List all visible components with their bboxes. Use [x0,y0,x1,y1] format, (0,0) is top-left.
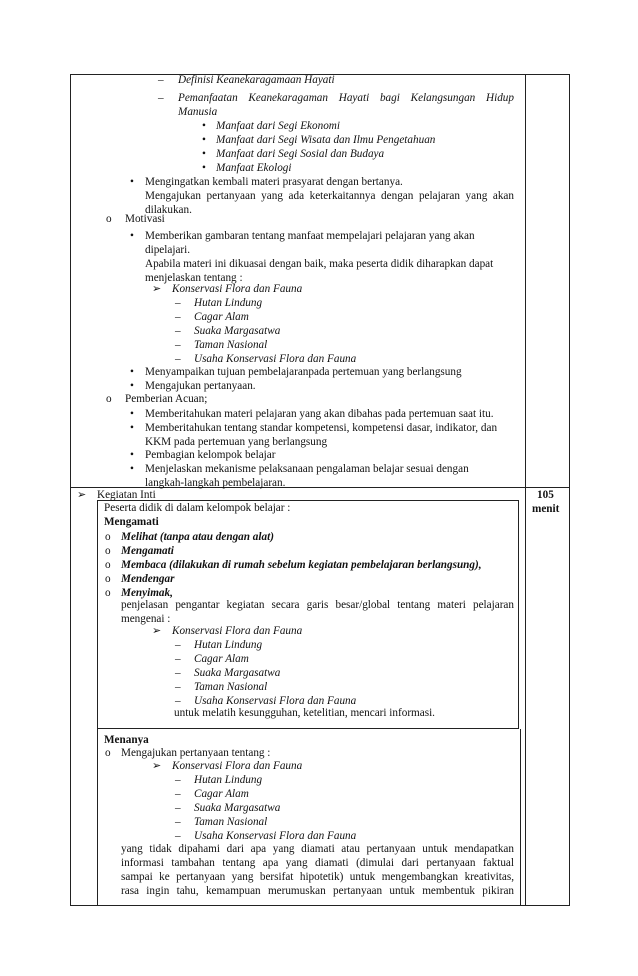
arrow-bullet-icon: ➢ [152,625,162,637]
list-item: Hutan Lindung [194,774,263,786]
bullet-icon [130,229,134,243]
section-label: Motivasi [125,213,165,225]
list-item: Mengajukan pertanyaan. [145,380,256,392]
circle-bullet-icon: o [105,747,111,759]
bullet-icon [130,379,134,393]
list-item: langkah-langkah pembelajaran. [145,477,286,489]
list-item: Pembagian kelompok belajar [145,449,276,461]
dash-marker: – [175,774,181,786]
dash-marker: – [175,788,181,800]
bullet-icon [202,119,206,133]
list-item: Cagar Alam [194,653,249,665]
list-item: Memberikan gambaran tentang manfaat mempelajari pelajaran yang akan [145,230,475,242]
bullet-icon [202,133,206,147]
bullet-icon [130,365,134,379]
list-item: Manusia [178,106,218,118]
list-item: Mendengar [121,573,175,585]
list-item: Taman Nasional [194,339,268,351]
bullet-icon [130,421,134,435]
dash-marker: – [175,653,181,665]
closing-text: untuk melatih kesungguhan, ketelitian, mencari informasi. [174,707,435,719]
time-value: 105 [537,489,554,501]
dash-marker: – [175,667,181,679]
arrow-bullet-icon: ➢ [152,283,162,295]
list-item: Memberitahukan materi pelajaran yang akan dibahas pada pertemuan saat itu. [145,408,494,420]
list-item: Usaha Konservasi Flora dan Fauna [194,695,357,707]
list-item: dipelajari. [145,244,191,256]
list-item: Usaha Konservasi Flora dan Fauna [194,353,357,365]
list-item: dilakukan. [145,204,192,216]
bullet-icon [130,462,134,476]
list-item: menjelaskan tentang : [145,272,243,284]
time-unit: menit [532,503,560,515]
list-item: Menyimak, [121,587,173,599]
paragraph-line: informasi tambahan tentang apa yang diamati (dimulai dari pertanyaan faktual [121,857,514,869]
bullet-icon [202,147,206,161]
paragraph-line: sampai ke pertanyaan yang bersifat hipotetik) untuk mengembangkan kreativitas, [121,871,514,883]
dash-marker: – [175,681,181,693]
list-item: Melihat (tanpa atau dengan alat) [121,531,274,543]
list-item: Manfaat Ekologi [216,162,292,174]
list-item: Memberitahukan tentang standar kompetensi, kompetensi dasar, indikator, dan [145,422,498,434]
list-item: Hutan Lindung [194,639,263,651]
dash-marker: – [158,92,164,104]
list-item: KKM pada pertemuan yang berlangsung [145,436,328,448]
arrow-bullet-icon: ➢ [152,760,162,772]
table-border-middle [525,74,526,906]
bullet-icon [130,407,134,421]
list-item: Manfaat dari Segi Ekonomi [216,120,340,132]
circle-bullet-icon: o [105,587,111,599]
list-item: Suaka Margasatwa [194,802,281,814]
table-border-left [70,74,71,906]
list-item: Pemanfaatan Keanekaragaman Hayati bagi Kelangsungan Hidup [178,92,514,104]
dash-marker: – [175,297,181,309]
list-item: Mengajukan pertanyaan yang ada keterkaitannya dengan pelajaran yang akan [145,190,514,202]
dash-marker: – [175,353,181,365]
list-item: Manfaat dari Segi Wisata dan Ilmu Pengetahuan [216,134,436,146]
description-text: mengenai : [121,613,171,625]
dash-marker: – [175,695,181,707]
circle-bullet-icon: o [105,573,111,585]
dash-marker: – [175,802,181,814]
list-item: Cagar Alam [194,788,249,800]
description-text: penjelasan pengantar kegiatan secara garis besar/global tentang materi pelajaran [121,599,514,611]
mengamati-box-bottom [97,728,519,729]
paragraph-line: yang tidak dipahami dari apa yang diamati atau pertanyaan untuk mendapatkan [121,843,514,855]
list-item: Taman Nasional [194,816,268,828]
table-border-bottom [70,905,570,906]
subsection-title: Menanya [104,734,149,746]
list-item: Menjelaskan mekanisme pelaksanaan pengalaman belajar sesuai dengan [145,463,469,475]
circle-bullet-icon: o [105,531,111,543]
list-item: Membaca (dilakukan di rumah sebelum kegiatan pembelajaran berlangsung), [121,559,482,571]
table-border-right [569,74,570,906]
list-item: Cagar Alam [194,311,249,323]
list-item: Taman Nasional [194,681,268,693]
circle-bullet-icon: o [105,545,111,557]
list-item: Hutan Lindung [194,297,263,309]
list-item: Mengamati [121,545,174,557]
list-item: Konservasi Flora dan Fauna [172,760,303,772]
subsection-title: Mengamati [104,516,159,528]
list-item: Apabila materi ini dikuasai dengan baik, maka peserta didik diharapkan dapat [145,258,494,270]
intro-text: Peserta didik di dalam kelompok belajar : [104,502,291,514]
circle-bullet-icon: o [106,393,112,405]
bullet-icon [130,175,134,189]
dash-marker: – [175,639,181,651]
list-item: Konservasi Flora dan Fauna [172,283,303,295]
dash-marker: – [175,830,181,842]
circle-bullet-icon: o [106,213,112,225]
section-label: Pemberian Acuan; [125,393,208,405]
paragraph-line: rasa ingin tahu, kemampuan merumuskan pertanyaan untuk membentuk pikiran [121,885,514,897]
dash-marker: – [158,74,164,86]
bullet-icon [130,448,134,462]
dash-marker: – [175,816,181,828]
list-item: Suaka Margasatwa [194,325,281,337]
list-item: Manfaat dari Segi Sosial dan Budaya [216,148,385,160]
bullet-icon [202,161,206,175]
list-item: Konservasi Flora dan Fauna [172,625,303,637]
dash-marker: – [175,339,181,351]
menanya-box-right [520,729,521,905]
list-item: Suaka Margasatwa [194,667,281,679]
list-item: Menyampaikan tujuan pembelajaranpada pertemuan yang berlangsung [145,366,462,378]
mengamati-box-right [518,500,519,729]
section-label: Kegiatan Inti [97,489,156,501]
list-item: Mengajukan pertanyaan tentang : [121,747,271,759]
list-item: Usaha Konservasi Flora dan Fauna [194,830,357,842]
mengamati-box-left [97,500,98,905]
dash-marker: – [175,325,181,337]
dash-marker: – [175,311,181,323]
list-item: Mengingatkan kembali materi prasyarat dengan bertanya. [145,176,403,188]
circle-bullet-icon: o [105,559,111,571]
arrow-bullet-icon: ➢ [77,489,87,501]
list-item: Definisi Keanekaragamaan Hayati [178,74,335,86]
